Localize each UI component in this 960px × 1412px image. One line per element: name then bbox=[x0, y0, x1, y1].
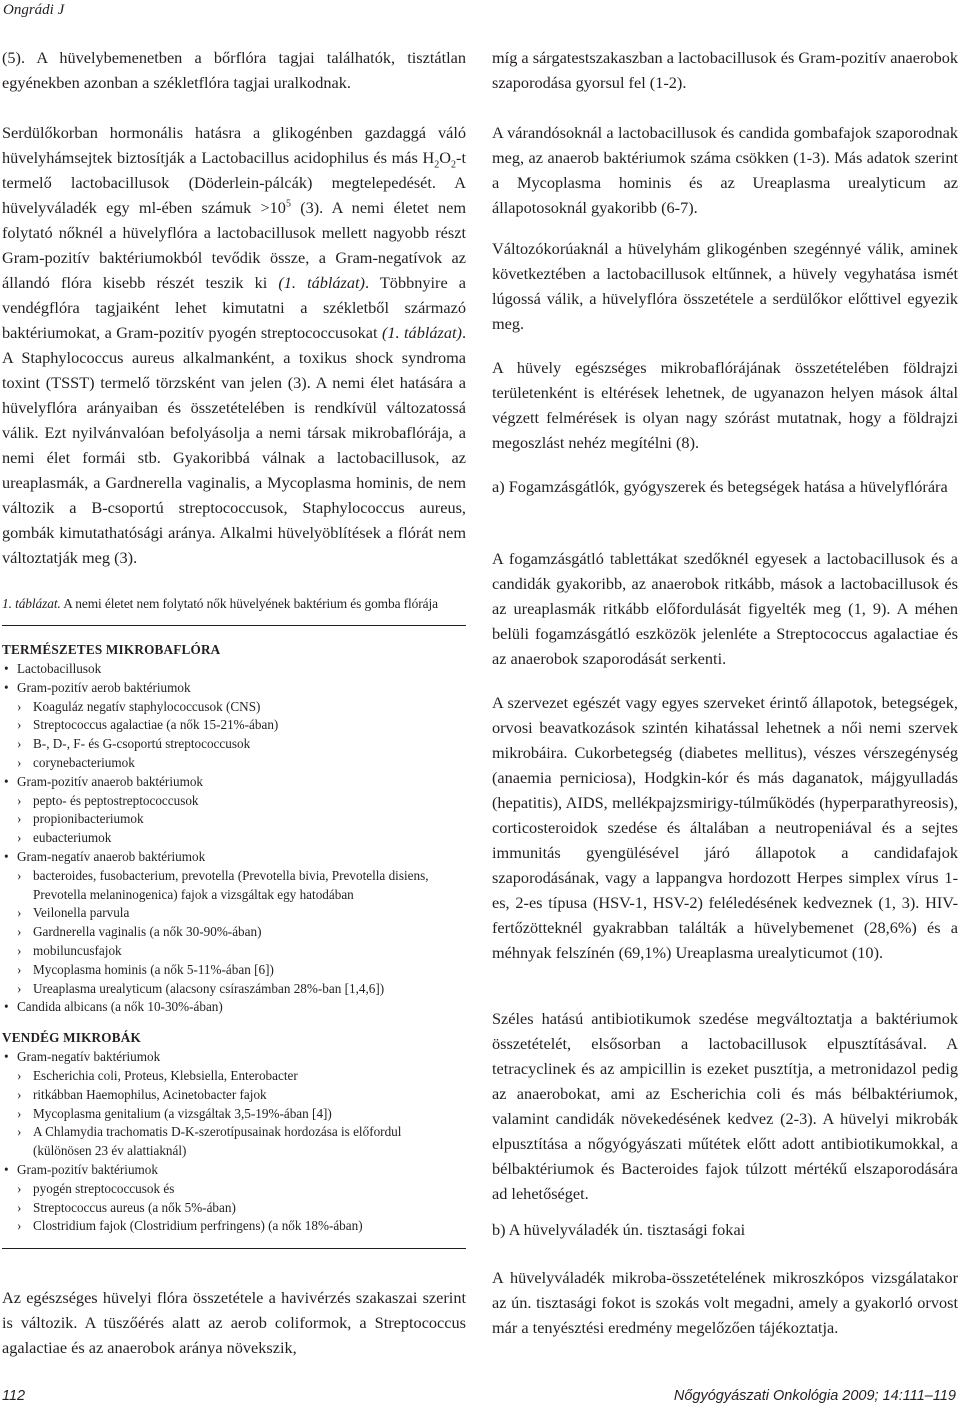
table-reference: (1. táblázat) bbox=[278, 273, 365, 292]
table-subitem: › propionibacteriumok bbox=[2, 810, 466, 829]
table-subitem: › B-, D-, F- és G-csoportú streptococcusok bbox=[2, 735, 466, 754]
table-subitem: › Mycoplasma hominis (a nők 5-11%-ában [6]) bbox=[2, 961, 466, 980]
paragraph: míg a sárgatestszakaszban a lactobacillusok és Gram-pozitív anaerobok szaporodása gyorsul fel (1-2). bbox=[492, 48, 958, 92]
table-subitem: › eubacteriumok bbox=[2, 829, 466, 848]
table-section-title: VENDÉG MIKROBÁK bbox=[2, 1030, 141, 1046]
text-run: . Többnyire a vendégflóra tagjaiként lehet kimutatni a székletből származó baktériumokat, a Gram-pozitív pyogén streptococcusokat bbox=[2, 273, 467, 342]
table-subitem: › corynebacteriumok bbox=[2, 754, 466, 773]
table-subitem: (különösen 23 év alattiaknál) bbox=[33, 1143, 187, 1159]
subheading: b) A hüvelyváladék ún. tisztasági fokai bbox=[492, 1220, 746, 1239]
text-run: Serdülőkorban hormonális hatásra a glikogénben gazdaggá váló hüvelyhámsejtek biztosítják a Lactobacillus acidophilus és más H bbox=[2, 123, 466, 167]
table-bullet-item: • Gram-pozitív aerob baktériumok bbox=[2, 679, 466, 698]
subscript: 2 bbox=[434, 159, 440, 171]
paragraph: (5). A hüvelybemenetben a bőrflóra tagjai találhatók, tisztátlan egyénekben azonban a székletflóra tagjai uralkodnak. bbox=[2, 48, 466, 92]
table-caption-text: A nemi életet nem folytató nők hüvelyének baktérium és gomba flórája bbox=[60, 596, 438, 611]
table-subitem: › Mycoplasma genitalium (a vizsgáltak 3,5-19%-ában [4]) bbox=[2, 1105, 466, 1124]
table-bullet-item: • Gram-negatív anaerob baktériumok bbox=[2, 848, 466, 867]
table-subitem: › Streptococcus aureus (a nők 5%-ában) bbox=[2, 1199, 466, 1218]
table-subitem: › Clostridium fajok (Clostridium perfringens) (a nők 18%-ában) bbox=[2, 1217, 466, 1236]
subscript: 2 bbox=[451, 159, 457, 171]
table-subitem: › Ureaplasma urealyticum (alacsony csíraszámban 28%-ban [1,4,6]) bbox=[2, 980, 466, 999]
text-run: . A Staphylococcus aureus alkalmanként, a toxikus shock syndroma toxint (TSST) termelő törzsként van jelen (3). A nemi élet hatására a hüvelyflóra arányaiban és összetételében is rendkívül változatossá válik. Ezt nyilvánvalóan befolyásolja a nemi társak mikrobaflórája, a nemi élet formái stb. Gyakoribbá válnak a lactobacillusok, az ureaplasmák, a Gardnerella vaginalis, a Mycoplasma hominis, de nem változik a B-csoportú streptococcusok, Staphylococcus aureus, gombák kimutathatósági aránya. Alkalmi hüvelyöblítések a flórát nem változtatják meg (3). bbox=[2, 323, 467, 567]
paragraph: A szervezet egészét vagy egyes szerveket érintő állapotok, betegségek, orvosi beavatkozások szintén kihatással lehetnek a női nemi szervek mikrobáira. Cukorbetegség (diabetes mellitus), vészes vérszegénység (anaemia perniciosa), Hodgkin-kór és más daganatok, májgyulladás (hepatitis), AIDS, mellékpajzsmirigy-túlműködés (hyperparathyreosis), corticosteroidok szedése és általában a neutropeniával és a sejtes immunitás gyengülésével járó állapotok a candidafajok szaporodásának, vagy a lappangva hordozott Herpes simplex vírus 1-es, 2-es típusa (HSV-1, HSV-2) feléledésének kedveznek (1, 3). HIV-fertőzötteknél gyakrabban találták a hüvelybemenet (28,6%) és a méhnyak felszínén (69,1%) Ureaplasma urealyticumot (10). bbox=[492, 693, 958, 962]
table-subitem: › Veilonella parvula bbox=[2, 904, 466, 923]
table-bottom-rule bbox=[2, 1248, 466, 1249]
table-caption-label: 1. táblázat. bbox=[2, 596, 61, 611]
superscript: 5 bbox=[285, 198, 291, 210]
table-subitem: › mobiluncusfajok bbox=[2, 942, 466, 961]
table-bullet-item: • Candida albicans (a nők 10-30%-ában) bbox=[2, 998, 466, 1017]
journal-citation: Nőgyógyászati Onkológia 2009; 14:111–119 bbox=[673, 1388, 956, 1404]
paragraph: A hüvelyváladék mikroba-összetételének mikroszkópos vizsgálatakor az ún. tisztasági fokot is szokás volt megadni, amely a gyakorló orvost már a tenyésztési eredmény megelőzően tájékoztatja. bbox=[492, 1268, 958, 1337]
paragraph: Az egészséges hüvelyi flóra összetétele a havivérzés szakaszai szerint is változik. A tüszőérés alatt az aerob coliformok, a Streptococcus agalactiae és az anaerobok aránya növekszik, bbox=[2, 1288, 466, 1357]
table-bullet-item: • Gram-pozitív baktériumok bbox=[2, 1161, 466, 1180]
table-bullet-item: • Lactobacillusok bbox=[2, 660, 466, 679]
table-subitem: › Streptococcus agalactiae (a nők 15-21%-ában) bbox=[2, 716, 466, 735]
table-top-rule bbox=[2, 625, 466, 626]
running-head: Ongrádi J bbox=[3, 2, 65, 18]
section-gap bbox=[2, 1017, 466, 1028]
table-subitem: › Gardnerella vaginalis (a nők 30-90%-ában) bbox=[2, 923, 466, 942]
paragraph bbox=[2, 120, 466, 570]
table-subitem: › Escherichia coli, Proteus, Klebsiella, Enterobacter bbox=[2, 1067, 466, 1086]
table-bullet-item: • Gram-pozitív anaerob baktériumok bbox=[2, 773, 466, 792]
table-bullet-item: • Gram-negatív baktériumok bbox=[2, 1048, 466, 1067]
table-caption bbox=[2, 595, 466, 613]
paragraph: A várandósoknál a lactobacillusok és candida gombafajok szaporodnak meg, az anaerob baktériumok száma csökken (1-3). Más adatok szerint a Mycoplasma hominis és az Ureaplasma urealyticum az állapotosoknál gyakoribb (6-7). bbox=[492, 123, 958, 217]
paragraph: A fogamzásgátló tablettákat szedőknél egyesek a lactobacillusok és a candidák gyakoribb, az anaerobok ritkább, mások a lactobacillusok és az ureaplasmák ritkább előfordulását figyelték meg (1, 9). A méhen belüli fogamzásgátló eszközök jelenléte a Streptococcus agalactiae és az anaerobok szaporodását serkenti. bbox=[492, 549, 958, 668]
paragraph: A hüvely egészséges mikrobaflórájának összetételében földrajzi területenként is eltérések lehetnek, de ugyanazon helyen mások által végzett felmérések is olyan nagy szórást mutatnak, hogy a földrajzi megoszlást nehéz megítélni (8). bbox=[492, 358, 958, 452]
paragraph: Változókorúaknál a hüvelyhám glikogénben szegénnyé válik, aminek következtében a lactobacillusok eltűnnek, a hüvely vegyhatása ismét lúgossá válik, a hüvelyflóra összetétele a serdülőkor előttivel egyezik meg. bbox=[492, 239, 958, 333]
text-run: O bbox=[439, 148, 452, 167]
table-subitem: › bacteroides, fusobacterium, prevotella (Prevotella bivia, Prevotella disiens, bbox=[2, 867, 466, 886]
table-subitem: › ritkábban Haemophilus, Acinetobacter fajok bbox=[2, 1086, 466, 1105]
table-subitem: › pepto- és peptostreptococcusok bbox=[2, 792, 466, 811]
table-subitem: › Koaguláz negatív staphylococcusok (CNS) bbox=[2, 698, 466, 717]
text-run: (3). A nemi életet nem folytató nőknél a hüvelyflóra a lactobacillusok mellett nagyobb részt Gram-pozitív baktériumokból tevődik össze, a Gram-negatívok az állandó flóra kisebb részét teszik ki bbox=[2, 198, 466, 292]
table-body bbox=[2, 640, 466, 1236]
text-run: -t termelő lactobacillusok (Döderlein-pálcák) megtelepedését. A hüvelyváladék egy ml-ében számuk >10 bbox=[2, 148, 466, 217]
paragraph: Széles hatású antibiotikumok szedése megváltoztatja a baktériumok összetételét, elsősorban a lactobacillusok elpusztításával. A tetracyclinek és az ampicillin is ezeket pusztítja, a metronidazol pedig az anaerobokat, ami az Escherichia coli és más bélbaktériumok, valamint candidák növekedésének kedvez (2-3). A hüvelyi mikrobák elpusztítása a nőgyógyászati műtétek előtt adott antibiotikumokkal, a bélbaktériumok és Bacteroides fajok túlzott mértékű elszaporodására ad lehetőséget. bbox=[492, 1009, 958, 1203]
table-section-title: TERMÉSZETES MIKROBAFLÓRA bbox=[2, 642, 221, 657]
table-subitem: Prevotella melaninogenica) fajok a vizsgáltak egy hatodában bbox=[33, 886, 354, 902]
table-subitem: › A Chlamydia trachomatis D-K-szerotípusainak hordozása is előfordul bbox=[2, 1123, 466, 1142]
table-subitem: › pyogén streptococcusok és bbox=[2, 1180, 466, 1199]
table-reference: (1. táblázat) bbox=[381, 323, 462, 342]
page-number: 112 bbox=[2, 1388, 26, 1404]
subheading: a) Fogamzásgátlók, gyógyszerek és betegségek hatása a hüvelyflórára bbox=[492, 477, 948, 496]
